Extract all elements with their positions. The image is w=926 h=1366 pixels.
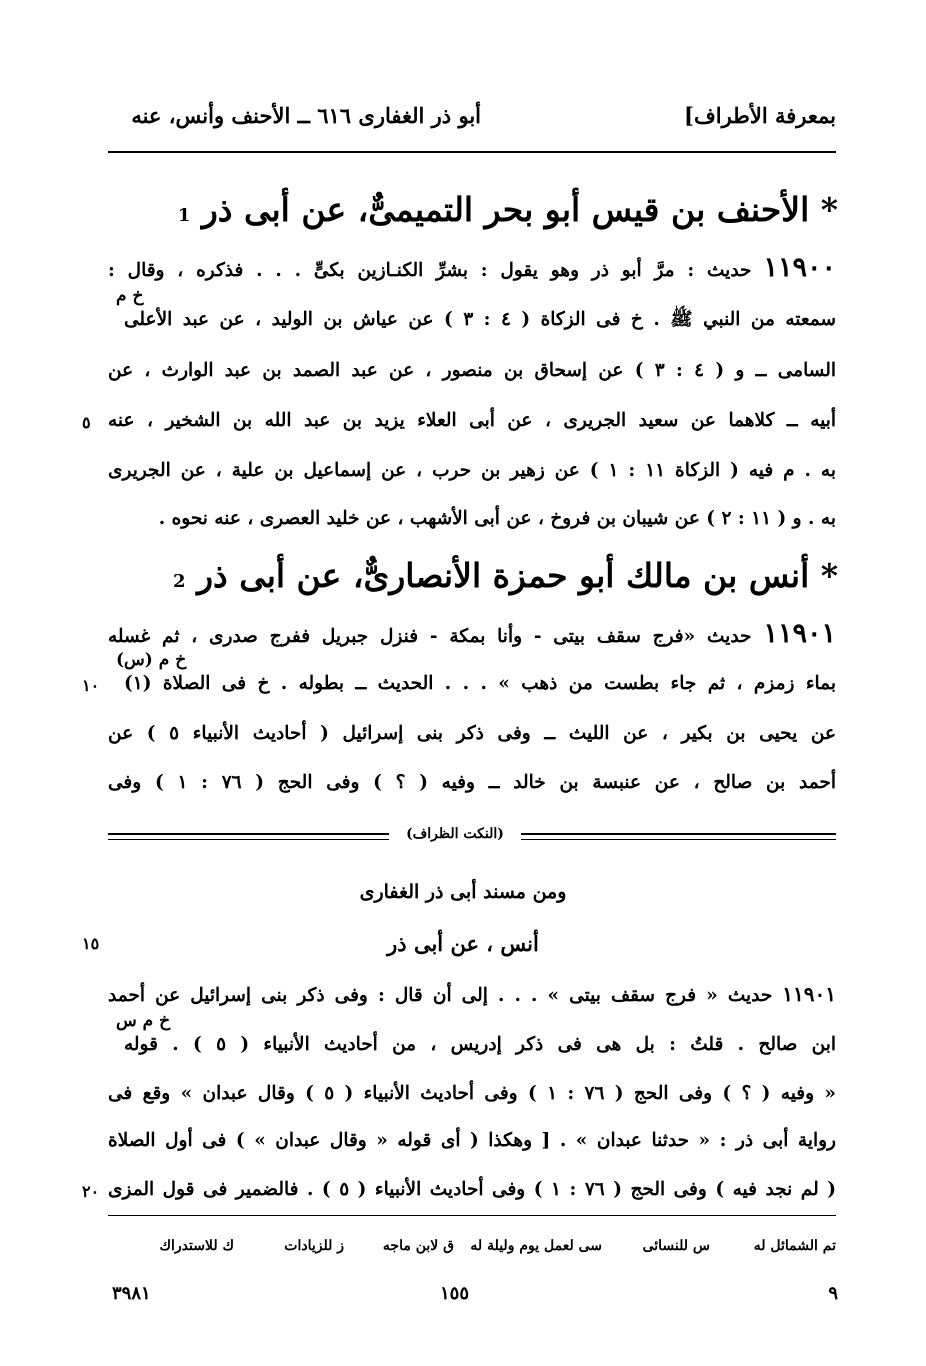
abbreviation: س للنسائى [642,1238,710,1254]
ornament-rule-right-thin [518,839,836,840]
line-number: ٥ [82,413,91,432]
text-line: رواية أبى ذر : « حدثنا عبدان » . [ وهكذا ( أى قوله « وقال عبدان » ) فى أول الصلاة [108,1130,836,1151]
line-number: ١٥ [82,934,100,953]
abbreviation: سى لعمل يوم وليلة له [470,1238,602,1254]
abbreviation: ز للزيادات [284,1238,344,1254]
text-line: أبيه ــ كلاهما عن سعيد الجريرى ، عن أبى العلاء يزيد بن عبد الله بن الشخير ، عنه [108,410,836,431]
section-1-heading [178,190,838,229]
footer-rule [108,1215,836,1216]
hadith-number: ١١٩٠١ [782,982,836,1006]
text-line: حديث «فرج سقف بيتى - وأنا بمكة - فنزل جبريل ففرج صدرى ، ثم غسله [108,626,752,647]
text-line: به . و ( ١١ : ٢ ) عن شيبان بن فروخ ، عن أبى الأشهب ، عن خليد العصرى ، عنه نحوه . [158,508,836,529]
text-line: به . م فيه ( الزكاة ١١ : ١ ) عن زهير بن حرب ، عن إسماعيل بن علية ، عن الجريرى [108,460,836,481]
text-line: سمعته من النبي ﷺ . خ فى الزكاة ( ٤ : ٣ ) عن عياش بن الوليد ، عن عبد الأعلى [124,309,837,330]
text-line: حديث : مرَّ أبو ذر وهو يقول : بشرِّ الكنـازين بكىٍّ . . . فذكره ، وقال : [108,260,752,281]
ornament-rule-right [518,833,836,835]
text-line: السامى ــ و ( ٤ : ٣ ) عن إسحاق بن منصور ، عن عبد الصمد بن عبد الوارث ، عن [108,360,836,381]
footer-hadith-count: ٣٩٨١ [112,1283,151,1304]
hadith-number: ١١٩٠٠ [763,252,836,283]
text-line: أحمد بن صالح ، عن عنبسة بن خالد ــ وفيه ( ؟ ) وفى الحج ( ٧٦ : ١ ) وفى [108,772,836,793]
line-number: ١٠ [82,676,100,695]
footer-section-number: ٩ [828,1283,838,1304]
abbreviation: تم الشمائل له [753,1238,836,1254]
text-line: « وفيه ( ؟ ) وفى الحج ( ٧٦ : ١ ) وفى أحاديث الأنبياء ( ٥ ) وقال عبدان » وقع فى [108,1083,836,1104]
line-number: ٢٠ [82,1182,100,1201]
abbreviation: ق لابن ماجه [382,1238,454,1254]
source-code-side: خ م س [116,1011,171,1031]
source-code-side: خ م [116,286,144,306]
footer-page-number: ١٥٥ [440,1283,470,1304]
hadith-11900-first-line [108,252,836,283]
header-center-title: أبو ذر الغفارى ٦١٦ ــ الأحنف وأنس، عنه [131,103,481,128]
nukat-heading: ومن مسند أبى ذر الغفارى [359,881,567,903]
text-line: بماء زمزم ، ثم جاء بطست من ذهب » . . . الحديث ــ بطوله . خ فى الصلاة (١) [124,673,836,694]
ornament-rule-left-thin [108,839,392,840]
abbreviation: ك للاستدراك [159,1238,234,1254]
section-2-number: 2 [173,571,186,592]
hadith-11901-first-line [108,618,836,649]
section-1-number: 1 [177,205,191,226]
nukat-subheading: أنس ، عن أبى ذر [387,931,539,956]
header-right-title: بمعرفة الأطراف] [684,103,836,128]
text-line: حديث « فرج سقف بيتى » . . . إلى أن قال : وفى ذكر بنى إسرائيل عن أحمد [108,985,773,1006]
text-line: ( لم نجد فيه ) وفى الحج ( ٧٦ : ١ ) وفى أحاديث الأنبياء ( ٥ ) . فالضمير فى قول المزى [108,1179,836,1200]
ornament-rule-left [108,833,392,835]
ornament-label-text: النكت الظراف [412,826,498,842]
section-2-title: * أنس بن مالك أبو حمزة الأنصارىٌّ، عن أبى ذر [197,556,838,595]
header-rule [108,151,836,153]
hadith-number: ١١٩٠١ [763,618,836,649]
nukat-hadith-first-line [108,982,836,1006]
section-2-heading [173,556,838,595]
text-line: عن يحيى بن بكير ، عن الليث ــ وفى ذكر بنى إسرائيل ( أحاديث الأنبياء ٥ ) عن [108,723,837,744]
text-line: ابن صالح . قلتُ : بل هى فى ذكر إدريس ، من أحاديث الأنبياء ( ٥ ) . قوله [124,1034,837,1055]
source-code-side: خ م (س) [116,650,187,670]
section-1-title: * الأحنف بن قيس أبو بحر التميمىٌّ، عن أبى ذر [201,190,838,229]
ornament-label: (النكت الظراف) [389,826,521,842]
